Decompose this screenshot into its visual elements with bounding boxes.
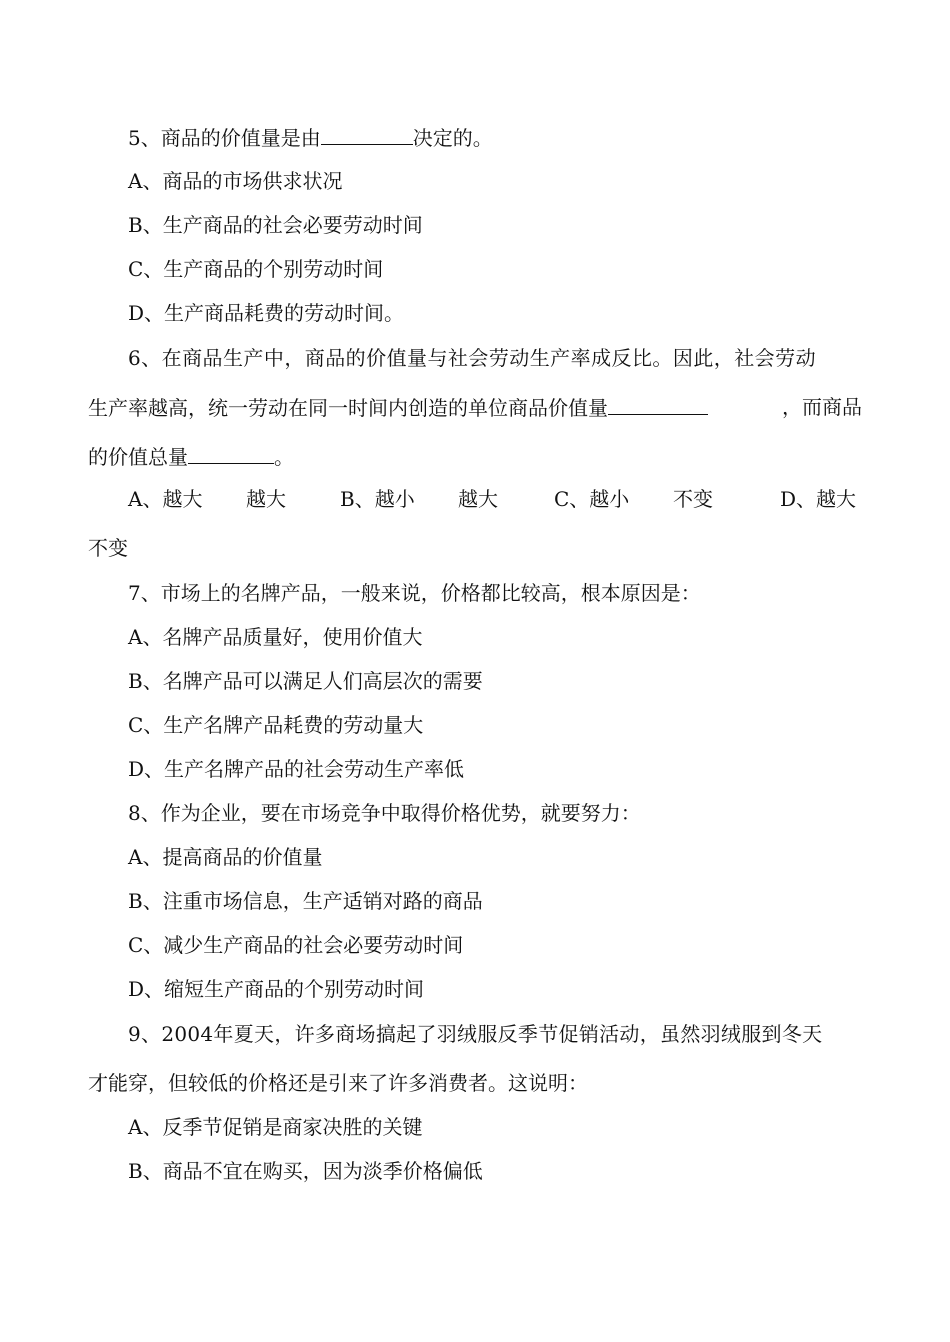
q5-option-a: A、商品的市场供求状况 <box>128 169 343 193</box>
q9-stem-line2: 才能穿，但较低的价格还是引来了许多消费者。这说明： <box>88 1071 588 1095</box>
q9-option-b: B、商品不宜在购买，因为淡季价格偏低 <box>128 1159 483 1183</box>
q6-stem-line3 <box>88 443 294 470</box>
q6-option-d: D、越大 <box>780 487 857 511</box>
q7-stem: 7、市场上的名牌产品，一般来说，价格都比较高，根本原因是： <box>128 581 701 605</box>
q8-stem: 8、作为企业，要在市场竞争中取得价格优势，就要努力： <box>128 801 641 825</box>
q9-option-a: A、反季节促销是商家决胜的关键 <box>128 1115 423 1139</box>
q6-line2-after: ，而商品 <box>782 395 862 419</box>
q9-stem-line1: 9、2004年夏天，许多商场搞起了羽绒服反季节促销活动，虽然羽绒服到冬天 <box>128 1022 823 1046</box>
q6-option-a: A、越大 <box>128 487 203 511</box>
q6-blank-1 <box>608 394 708 415</box>
q6-stem-line1: 6、在商品生产中，商品的价值量与社会劳动生产率成反比。因此，社会劳动 <box>128 346 817 370</box>
q6-stem-line2 <box>88 394 862 421</box>
q7-option-c: C、生产名牌产品耗费的劳动量大 <box>128 713 424 737</box>
q6-option-c-second: 不变 <box>673 487 713 511</box>
q6-option-a-second: 越大 <box>246 487 286 511</box>
q5-blank <box>321 124 413 145</box>
q5-option-d: D、生产商品耗费的劳动时间。 <box>128 301 405 325</box>
q6-line3-before: 的价值总量 <box>88 445 188 469</box>
q6-line3-after: 。 <box>274 445 294 469</box>
q6-option-b: B、越小 <box>340 487 415 511</box>
q8-option-d: D、缩短生产商品的个别劳动时间 <box>128 977 425 1001</box>
q6-line2-before: 生产率越高，统一劳动在同一时间内创造的单位商品价值量 <box>88 396 608 420</box>
q5-stem-before: 5、商品的价值量是由 <box>128 126 321 150</box>
q6-option-d-tail: 不变 <box>88 536 128 560</box>
q8-option-b: B、注重市场信息，生产适销对路的商品 <box>128 889 483 913</box>
q6-option-c: C、越小 <box>554 487 630 511</box>
q5-stem-after: 决定的。 <box>412 126 493 150</box>
q7-option-d: D、生产名牌产品的社会劳动生产率低 <box>128 757 465 781</box>
q6-blank-2 <box>188 443 274 464</box>
q5-stem <box>128 124 493 151</box>
q7-option-b: B、名牌产品可以满足人们高层次的需要 <box>128 669 483 693</box>
q8-option-c: C、减少生产商品的社会必要劳动时间 <box>128 933 464 957</box>
q8-option-a: A、提高商品的价值量 <box>128 845 323 869</box>
q7-option-a: A、名牌产品质量好，使用价值大 <box>128 625 423 649</box>
q6-line2-before-group <box>88 394 708 421</box>
q6-option-b-second: 越大 <box>458 487 498 511</box>
q5-option-c: C、生产商品的个别劳动时间 <box>128 257 384 281</box>
q5-option-b: B、生产商品的社会必要劳动时间 <box>128 213 423 237</box>
